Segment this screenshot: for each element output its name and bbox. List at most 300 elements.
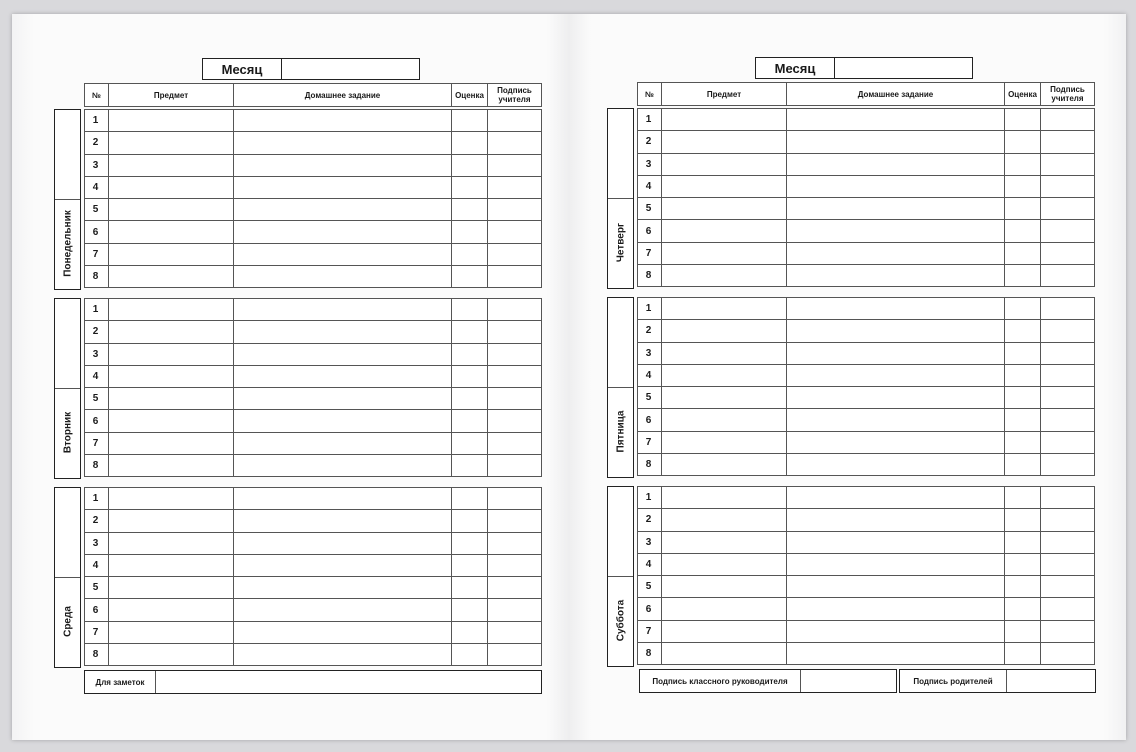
class-teacher-signature-field[interactable] — [801, 670, 896, 692]
teacher-signature-cell[interactable] — [488, 243, 542, 265]
lesson-row — [638, 131, 1095, 153]
month-box-right — [755, 57, 973, 79]
lesson-number: 7 — [638, 620, 662, 642]
homework-cell[interactable] — [787, 198, 1005, 220]
homework-cell[interactable] — [234, 488, 452, 510]
teacher-signature-cell[interactable] — [488, 199, 542, 221]
lesson-row — [85, 532, 542, 554]
subject-cell[interactable] — [662, 298, 787, 320]
parents-signature-label: Подпись родителей — [900, 670, 1007, 692]
subject-cell[interactable] — [662, 509, 787, 531]
lesson-number: 2 — [638, 320, 662, 342]
grade-cell[interactable] — [1005, 175, 1041, 197]
lesson-number: 6 — [638, 409, 662, 431]
lesson-number: 1 — [638, 298, 662, 320]
homework-cell[interactable] — [787, 643, 1005, 665]
homework-cell[interactable] — [234, 266, 452, 288]
teacher-signature-cell[interactable] — [1041, 265, 1095, 287]
month-field[interactable] — [282, 59, 419, 79]
grade-cell[interactable] — [1005, 620, 1041, 642]
homework-cell[interactable] — [787, 153, 1005, 175]
homework-cell[interactable] — [787, 454, 1005, 476]
subject-cell[interactable] — [662, 320, 787, 342]
subject-cell[interactable] — [109, 221, 234, 243]
grade-cell[interactable] — [452, 432, 488, 454]
homework-cell[interactable] — [787, 131, 1005, 153]
grade-cell[interactable] — [1005, 598, 1041, 620]
subject-cell[interactable] — [662, 620, 787, 642]
subject-cell[interactable] — [109, 510, 234, 532]
teacher-signature-cell[interactable] — [488, 644, 542, 666]
subject-cell[interactable] — [662, 454, 787, 476]
grade-cell[interactable] — [452, 132, 488, 154]
grade-cell[interactable] — [452, 321, 488, 343]
lesson-number: 2 — [85, 132, 109, 154]
teacher-signature-cell[interactable] — [488, 510, 542, 532]
teacher-signature-cell[interactable] — [1041, 387, 1095, 409]
lesson-row — [638, 409, 1095, 431]
teacher-signature-cell[interactable] — [1041, 320, 1095, 342]
homework-cell[interactable] — [787, 598, 1005, 620]
lesson-number: 6 — [85, 221, 109, 243]
teacher-signature-cell[interactable] — [1041, 620, 1095, 642]
lesson-row — [638, 553, 1095, 575]
lesson-row — [85, 410, 542, 432]
grade-cell[interactable] — [452, 599, 488, 621]
homework-cell[interactable] — [234, 577, 452, 599]
teacher-signature-cell[interactable] — [488, 343, 542, 365]
grade-cell[interactable] — [452, 343, 488, 365]
teacher-signature-cell[interactable] — [1041, 342, 1095, 364]
homework-cell[interactable] — [234, 410, 452, 432]
notes-box — [84, 670, 542, 694]
lesson-row — [638, 509, 1095, 531]
grade-cell[interactable] — [1005, 643, 1041, 665]
subject-cell[interactable] — [109, 455, 234, 477]
homework-cell[interactable] — [787, 364, 1005, 386]
grade-cell[interactable] — [1005, 265, 1041, 287]
teacher-signature-cell[interactable] — [488, 365, 542, 387]
homework-cell[interactable] — [234, 221, 452, 243]
lesson-number: 3 — [85, 343, 109, 365]
subject-cell[interactable] — [109, 577, 234, 599]
subject-cell[interactable] — [109, 299, 234, 321]
lesson-row — [638, 364, 1095, 386]
homework-cell[interactable] — [787, 175, 1005, 197]
homework-cell[interactable] — [787, 220, 1005, 242]
lesson-number: 2 — [638, 509, 662, 531]
subject-cell[interactable] — [109, 132, 234, 154]
lesson-number: 5 — [638, 198, 662, 220]
homework-cell[interactable] — [787, 409, 1005, 431]
subject-cell[interactable] — [109, 266, 234, 288]
column-header-right — [637, 82, 1095, 106]
lesson-row — [638, 175, 1095, 197]
homework-cell[interactable] — [234, 110, 452, 132]
lesson-row — [85, 554, 542, 576]
grade-cell[interactable] — [452, 577, 488, 599]
lesson-row — [85, 343, 542, 365]
teacher-signature-cell[interactable] — [488, 410, 542, 432]
homework-cell[interactable] — [787, 431, 1005, 453]
homework-cell[interactable] — [234, 321, 452, 343]
day-label-friday — [607, 297, 634, 478]
lesson-number: 1 — [638, 487, 662, 509]
homework-cell[interactable] — [234, 554, 452, 576]
homework-cell[interactable] — [234, 243, 452, 265]
subject-cell[interactable] — [109, 321, 234, 343]
teacher-signature-cell[interactable] — [488, 176, 542, 198]
subject-cell[interactable] — [662, 643, 787, 665]
grade-cell[interactable] — [452, 554, 488, 576]
homework-cell[interactable] — [234, 644, 452, 666]
lesson-number: 5 — [638, 576, 662, 598]
lesson-number: 8 — [85, 455, 109, 477]
grade-cell[interactable] — [1005, 109, 1041, 131]
teacher-signature-cell[interactable] — [488, 221, 542, 243]
lesson-number: 4 — [638, 553, 662, 575]
teacher-signature-cell[interactable] — [488, 266, 542, 288]
subject-cell[interactable] — [109, 154, 234, 176]
homework-cell[interactable] — [787, 320, 1005, 342]
col-grade: Оценка — [1005, 83, 1041, 106]
teacher-signature-cell[interactable] — [1041, 509, 1095, 531]
col-grade: Оценка — [452, 84, 488, 107]
lessons-tuesday — [84, 298, 542, 477]
grade-cell[interactable] — [452, 176, 488, 198]
grade-cell[interactable] — [452, 388, 488, 410]
day-label-monday — [54, 109, 81, 290]
homework-cell[interactable] — [234, 388, 452, 410]
lesson-number: 3 — [638, 153, 662, 175]
grade-cell[interactable] — [1005, 454, 1041, 476]
homework-cell[interactable] — [234, 199, 452, 221]
grade-cell[interactable] — [1005, 342, 1041, 364]
lesson-row — [85, 510, 542, 532]
lesson-number: 1 — [85, 488, 109, 510]
lesson-number: 8 — [638, 265, 662, 287]
subject-cell[interactable] — [109, 110, 234, 132]
teacher-signature-cell[interactable] — [1041, 198, 1095, 220]
homework-cell[interactable] — [787, 576, 1005, 598]
teacher-signature-cell[interactable] — [1041, 576, 1095, 598]
lesson-row — [85, 577, 542, 599]
diary-spread — [12, 14, 1126, 740]
subject-cell[interactable] — [662, 198, 787, 220]
homework-cell[interactable] — [234, 176, 452, 198]
teacher-signature-cell[interactable] — [488, 488, 542, 510]
lessons-wednesday — [84, 487, 542, 666]
homework-cell[interactable] — [234, 621, 452, 643]
grade-cell[interactable] — [452, 455, 488, 477]
day-name: Среда — [62, 606, 73, 637]
subject-cell[interactable] — [109, 432, 234, 454]
subject-cell[interactable] — [109, 599, 234, 621]
subject-cell[interactable] — [662, 242, 787, 264]
homework-cell[interactable] — [787, 387, 1005, 409]
lesson-number: 3 — [638, 531, 662, 553]
lesson-row — [85, 221, 542, 243]
teacher-signature-cell[interactable] — [1041, 598, 1095, 620]
lesson-number: 8 — [638, 454, 662, 476]
day-label-thursday — [607, 108, 634, 289]
teacher-signature-cell[interactable] — [1041, 153, 1095, 175]
lesson-row — [85, 110, 542, 132]
lesson-number: 4 — [85, 554, 109, 576]
homework-cell[interactable] — [234, 132, 452, 154]
lesson-number: 5 — [85, 577, 109, 599]
subject-cell[interactable] — [109, 388, 234, 410]
teacher-signature-cell[interactable] — [1041, 175, 1095, 197]
homework-cell[interactable] — [234, 365, 452, 387]
subject-cell[interactable] — [662, 387, 787, 409]
teacher-signature-cell[interactable] — [488, 321, 542, 343]
day-name: Четверг — [615, 222, 626, 263]
grade-cell[interactable] — [1005, 298, 1041, 320]
grade-cell[interactable] — [452, 221, 488, 243]
grade-cell[interactable] — [1005, 509, 1041, 531]
homework-cell[interactable] — [234, 299, 452, 321]
subject-cell[interactable] — [662, 487, 787, 509]
lesson-number: 6 — [85, 410, 109, 432]
col-homework: Домашнее задание — [234, 84, 452, 107]
grade-cell[interactable] — [452, 154, 488, 176]
subject-cell[interactable] — [109, 243, 234, 265]
teacher-signature-cell[interactable] — [488, 132, 542, 154]
notes-label: Для заметок — [85, 671, 156, 693]
parents-signature-box — [899, 669, 1096, 693]
subject-cell[interactable] — [662, 131, 787, 153]
day-label-wednesday — [54, 487, 81, 668]
lesson-row — [85, 488, 542, 510]
subject-cell[interactable] — [662, 265, 787, 287]
grade-cell[interactable] — [1005, 198, 1041, 220]
grade-cell[interactable] — [1005, 387, 1041, 409]
class-teacher-signature-box — [639, 669, 897, 693]
notes-field[interactable] — [156, 671, 541, 693]
teacher-signature-cell[interactable] — [488, 299, 542, 321]
lesson-number: 7 — [85, 432, 109, 454]
grade-cell[interactable] — [1005, 487, 1041, 509]
grade-cell[interactable] — [1005, 131, 1041, 153]
col-homework: Домашнее задание — [787, 83, 1005, 106]
subject-cell[interactable] — [109, 199, 234, 221]
subject-cell[interactable] — [662, 109, 787, 131]
day-name: Понедельник — [62, 210, 73, 277]
grade-cell[interactable] — [452, 365, 488, 387]
lessons-friday — [637, 297, 1095, 476]
teacher-signature-cell[interactable] — [488, 154, 542, 176]
grade-cell[interactable] — [452, 532, 488, 554]
lesson-row — [638, 431, 1095, 453]
subject-cell[interactable] — [662, 598, 787, 620]
lesson-number: 6 — [638, 220, 662, 242]
grade-cell[interactable] — [1005, 409, 1041, 431]
homework-cell[interactable] — [787, 620, 1005, 642]
lesson-number: 5 — [638, 387, 662, 409]
lesson-row — [638, 620, 1095, 642]
grade-cell[interactable] — [452, 410, 488, 432]
grade-cell[interactable] — [1005, 531, 1041, 553]
teacher-signature-cell[interactable] — [488, 577, 542, 599]
lesson-row — [638, 220, 1095, 242]
homework-cell[interactable] — [234, 599, 452, 621]
grade-cell[interactable] — [452, 243, 488, 265]
teacher-signature-cell[interactable] — [488, 621, 542, 643]
lesson-row — [638, 598, 1095, 620]
right-page — [569, 14, 1126, 740]
teacher-signature-cell[interactable] — [1041, 131, 1095, 153]
homework-cell[interactable] — [787, 109, 1005, 131]
month-field[interactable] — [835, 58, 972, 78]
teacher-signature-cell[interactable] — [1041, 298, 1095, 320]
teacher-signature-cell[interactable] — [1041, 431, 1095, 453]
grade-cell[interactable] — [1005, 553, 1041, 575]
homework-cell[interactable] — [234, 154, 452, 176]
teacher-signature-cell[interactable] — [1041, 553, 1095, 575]
lesson-number: 7 — [85, 243, 109, 265]
teacher-signature-cell[interactable] — [1041, 109, 1095, 131]
grade-cell[interactable] — [452, 644, 488, 666]
lesson-row — [85, 132, 542, 154]
lesson-number: 3 — [638, 342, 662, 364]
subject-cell[interactable] — [662, 364, 787, 386]
lesson-row — [85, 321, 542, 343]
subject-cell[interactable] — [109, 343, 234, 365]
teacher-signature-cell[interactable] — [488, 432, 542, 454]
subject-cell[interactable] — [662, 175, 787, 197]
homework-cell[interactable] — [234, 455, 452, 477]
homework-cell[interactable] — [787, 487, 1005, 509]
teacher-signature-cell[interactable] — [488, 554, 542, 576]
homework-cell[interactable] — [234, 343, 452, 365]
subject-cell[interactable] — [109, 176, 234, 198]
teacher-signature-cell[interactable] — [1041, 487, 1095, 509]
subject-cell[interactable] — [662, 531, 787, 553]
teacher-signature-cell[interactable] — [1041, 531, 1095, 553]
teacher-signature-cell[interactable] — [1041, 454, 1095, 476]
lesson-number: 1 — [85, 299, 109, 321]
lesson-number: 2 — [85, 510, 109, 532]
grade-cell[interactable] — [1005, 364, 1041, 386]
subject-cell[interactable] — [662, 409, 787, 431]
subject-cell[interactable] — [662, 553, 787, 575]
grade-cell[interactable] — [1005, 153, 1041, 175]
homework-cell[interactable] — [234, 510, 452, 532]
lesson-row — [85, 599, 542, 621]
col-signature: Подпись учителя — [488, 84, 542, 107]
homework-cell[interactable] — [787, 509, 1005, 531]
grade-cell[interactable] — [452, 621, 488, 643]
subject-cell[interactable] — [662, 576, 787, 598]
grade-cell[interactable] — [1005, 320, 1041, 342]
day-name: Вторник — [62, 411, 73, 454]
day-label-saturday — [607, 486, 634, 667]
col-subject: Предмет — [109, 84, 234, 107]
subject-cell[interactable] — [109, 644, 234, 666]
teacher-signature-cell[interactable] — [1041, 220, 1095, 242]
teacher-signature-cell[interactable] — [488, 388, 542, 410]
subject-cell[interactable] — [662, 342, 787, 364]
lesson-number: 1 — [638, 109, 662, 131]
subject-cell[interactable] — [109, 410, 234, 432]
subject-cell[interactable] — [662, 220, 787, 242]
subject-cell[interactable] — [109, 365, 234, 387]
month-label: Месяц — [203, 59, 282, 79]
teacher-signature-cell[interactable] — [1041, 364, 1095, 386]
lesson-number: 5 — [85, 388, 109, 410]
subject-cell[interactable] — [662, 153, 787, 175]
homework-cell[interactable] — [787, 553, 1005, 575]
homework-cell[interactable] — [787, 242, 1005, 264]
lesson-number: 1 — [85, 110, 109, 132]
grade-cell[interactable] — [452, 110, 488, 132]
lesson-number: 8 — [638, 643, 662, 665]
subject-cell[interactable] — [109, 532, 234, 554]
teacher-signature-cell[interactable] — [1041, 242, 1095, 264]
class-teacher-signature-label: Подпись классного руководителя — [640, 670, 801, 692]
teacher-signature-cell[interactable] — [488, 599, 542, 621]
day-label-tuesday — [54, 298, 81, 479]
lesson-row — [85, 243, 542, 265]
grade-cell[interactable] — [452, 510, 488, 532]
homework-cell[interactable] — [234, 532, 452, 554]
homework-cell[interactable] — [234, 432, 452, 454]
grade-cell[interactable] — [1005, 576, 1041, 598]
grade-cell[interactable] — [452, 199, 488, 221]
lesson-row — [85, 365, 542, 387]
homework-cell[interactable] — [787, 265, 1005, 287]
lessons-saturday — [637, 486, 1095, 665]
lesson-row — [638, 576, 1095, 598]
lesson-row — [638, 298, 1095, 320]
lessons-monday — [84, 109, 542, 288]
subject-cell[interactable] — [109, 621, 234, 643]
grade-cell[interactable] — [452, 299, 488, 321]
homework-cell[interactable] — [787, 531, 1005, 553]
teacher-signature-cell[interactable] — [488, 110, 542, 132]
lesson-row — [85, 154, 542, 176]
col-signature: Подпись учителя — [1041, 83, 1095, 106]
grade-cell[interactable] — [1005, 242, 1041, 264]
teacher-signature-cell[interactable] — [1041, 409, 1095, 431]
lesson-number: 8 — [85, 644, 109, 666]
month-label: Месяц — [756, 58, 835, 78]
subject-cell[interactable] — [662, 431, 787, 453]
homework-cell[interactable] — [787, 298, 1005, 320]
subject-cell[interactable] — [109, 554, 234, 576]
lesson-row — [638, 454, 1095, 476]
day-name: Суббота — [615, 599, 626, 642]
grade-cell[interactable] — [452, 266, 488, 288]
subject-cell[interactable] — [109, 488, 234, 510]
teacher-signature-cell[interactable] — [1041, 643, 1095, 665]
teacher-signature-cell[interactable] — [488, 532, 542, 554]
lesson-number: 6 — [85, 599, 109, 621]
lesson-number: 4 — [638, 364, 662, 386]
day-name: Пятница — [615, 410, 626, 453]
homework-cell[interactable] — [787, 342, 1005, 364]
lesson-row — [638, 531, 1095, 553]
grade-cell[interactable] — [452, 488, 488, 510]
teacher-signature-cell[interactable] — [488, 455, 542, 477]
grade-cell[interactable] — [1005, 431, 1041, 453]
lesson-row — [638, 109, 1095, 131]
lesson-number: 4 — [85, 176, 109, 198]
grade-cell[interactable] — [1005, 220, 1041, 242]
parents-signature-field[interactable] — [1007, 670, 1095, 692]
lesson-number: 2 — [85, 321, 109, 343]
